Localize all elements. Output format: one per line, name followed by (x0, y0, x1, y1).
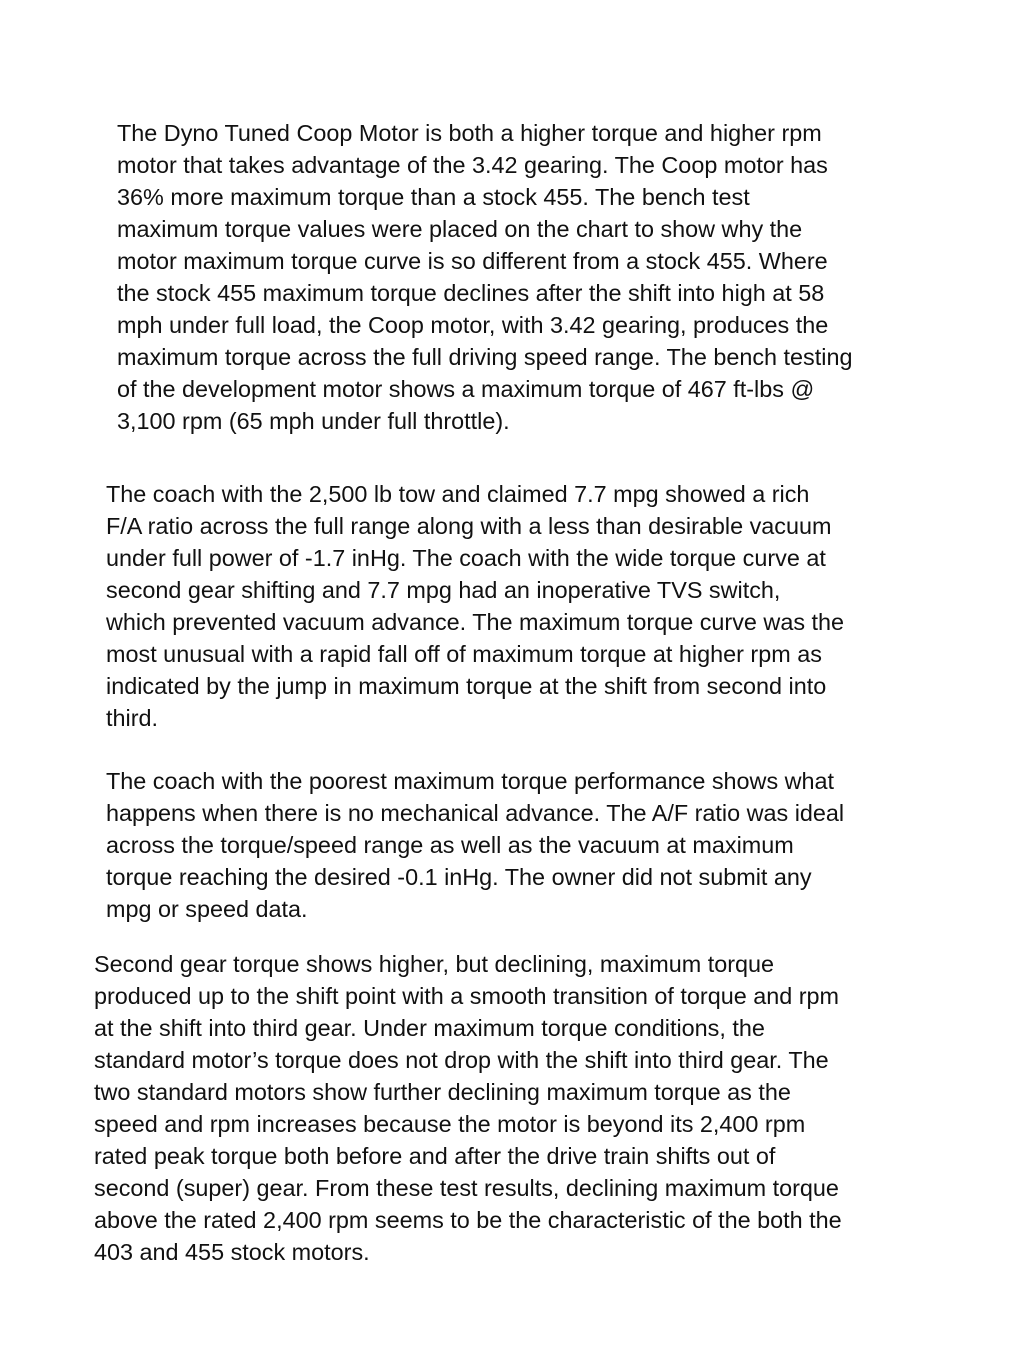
paragraph-line: under full power of -1.7 inHg. The coach with the wide torque curve at (106, 545, 826, 571)
paragraph-line: mpg or speed data. (106, 896, 308, 922)
paragraph-line: maximum torque values were placed on the chart to show why the (117, 216, 803, 242)
paragraph-line: F/A ratio across the full range along with a less than desirable vacuum (106, 513, 832, 539)
paragraph-line: third. (106, 705, 159, 731)
paragraph-line: motor that takes advantage of the 3.42 gearing. The Coop motor has (117, 152, 828, 178)
paragraph-line: at the shift into third gear. Under maximum torque conditions, the (94, 1015, 765, 1041)
paragraph-line: of the development motor shows a maximum torque of 467 ft-lbs @ (117, 376, 815, 402)
paragraph-line: most unusual with a rapid fall off of maximum torque at higher rpm as (106, 641, 822, 667)
paragraph-line: the stock 455 maximum torque declines after the shift into high at 58 (117, 280, 825, 306)
paragraph-line: produced up to the shift point with a smooth transition of torque and rpm (94, 983, 840, 1009)
paragraph-line: across the torque/speed range as well as the vacuum at maximum (106, 832, 794, 858)
paragraph-line: second gear shifting and 7.7 mpg had an inoperative TVS switch, (106, 577, 781, 603)
paragraph-line: rated peak torque both before and after the drive train shifts out of (94, 1143, 776, 1169)
paragraph-line: speed and rpm increases because the motor is beyond its 2,400 rpm (94, 1111, 806, 1137)
paragraph-line: standard motor’s torque does not drop with the shift into third gear. The (94, 1047, 829, 1073)
paragraph-tow-coach (106, 478, 844, 734)
paragraph-line: second (super) gear. From these test results, declining maximum torque (94, 1175, 839, 1201)
paragraph-line: happens when there is no mechanical advance. The A/F ratio was ideal (106, 800, 845, 826)
paragraph-line: indicated by the jump in maximum torque at the shift from second into (106, 673, 827, 699)
paragraph-line: torque reaching the desired -0.1 inHg. The owner did not submit any (106, 864, 812, 890)
paragraph-line: The coach with the 2,500 lb tow and claimed 7.7 mpg showed a rich (106, 481, 810, 507)
paragraph-line: Second gear torque shows higher, but declining, maximum torque (94, 951, 775, 977)
paragraph-poorest-coach (106, 765, 844, 925)
paragraph-line: The Dyno Tuned Coop Motor is both a higher torque and higher rpm (117, 120, 822, 146)
paragraph-line: above the rated 2,400 rpm seems to be the characteristic of the both the (94, 1207, 842, 1233)
paragraph-line: motor maximum torque curve is so different from a stock 455. Where (117, 248, 828, 274)
paragraph-line: which prevented vacuum advance. The maximum torque curve was the (106, 609, 845, 635)
paragraph-line: 3,100 rpm (65 mph under full throttle). (117, 408, 510, 434)
paragraph-line: mph under full load, the Coop motor, with 3.42 gearing, produces the (117, 312, 829, 338)
paragraph-line: 36% more maximum torque than a stock 455. The bench test (117, 184, 750, 210)
paragraph-line: two standard motors show further declining maximum torque as the (94, 1079, 791, 1105)
paragraph-line: The coach with the poorest maximum torque performance shows what (106, 768, 835, 794)
paragraph-coop-motor (117, 117, 852, 437)
paragraph-line: 403 and 455 stock motors. (94, 1239, 370, 1265)
paragraph-second-gear (94, 948, 842, 1268)
paragraph-line: maximum torque across the full driving speed range. The bench testing (117, 344, 853, 370)
